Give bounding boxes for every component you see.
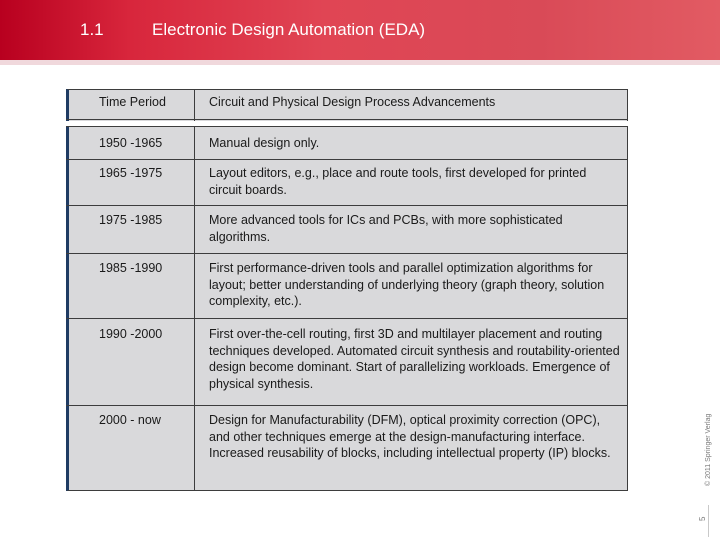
- table-row-period: 1975 -1985: [99, 213, 163, 227]
- table-row-description: More advanced tools for ICs and PCBs, with more sophisticated algorithms.: [209, 213, 563, 244]
- table-row-period: 1985 -1990: [99, 261, 163, 275]
- header-divider: [0, 60, 720, 65]
- row-border: [66, 253, 628, 254]
- slide-title: Electronic Design Automation (EDA): [152, 20, 426, 39]
- copyright-notice: © 2011 Springer Verlag: [705, 413, 712, 486]
- table-row-description: Design for Manufacturability (DFM), optical proximity correction (OPC), and other techniques emerge at the design-manufacturing interface. Increased reusability of blocks, including intellectual property (IP) blocks.: [209, 413, 611, 460]
- header-row-border: [66, 119, 628, 120]
- row-border: [66, 318, 628, 319]
- table-row-description: First performance-driven tools and parallel optimization algorithms for layout; better understanding of underlying theory (graph theory, solution complexity, etc.).: [209, 261, 605, 308]
- table-row-period: 1950 -1965: [99, 136, 163, 150]
- row-border: [66, 159, 628, 160]
- page-number: 5: [698, 516, 707, 521]
- table-row-period: 2000 - now: [99, 413, 161, 427]
- table-row-description: First over-the-cell routing, first 3D and multilayer placement and routing techniques developed. Automated circuit synthesis and routability-oriented design become dominant. Start of parallelizing workloads. Emergence of physical synthesis.: [209, 327, 620, 391]
- footer-divider: [708, 505, 709, 537]
- table-row-description: Manual design only.: [209, 136, 320, 150]
- table-row-period: 1990 -2000: [99, 327, 163, 341]
- column-header-time-period: Time Period: [99, 95, 166, 109]
- table-row-description: Layout editors, e.g., place and route tools, first developed for printed circuit boards.: [209, 166, 587, 197]
- table-row-period: 1965 -1975: [99, 166, 163, 180]
- section-number: 1.1: [80, 20, 104, 39]
- row-border: [66, 205, 628, 206]
- column-header-advancements: Circuit and Physical Design Process Advancements: [209, 95, 496, 109]
- column-divider: [194, 89, 195, 491]
- row-border: [66, 126, 628, 127]
- row-border: [66, 405, 628, 406]
